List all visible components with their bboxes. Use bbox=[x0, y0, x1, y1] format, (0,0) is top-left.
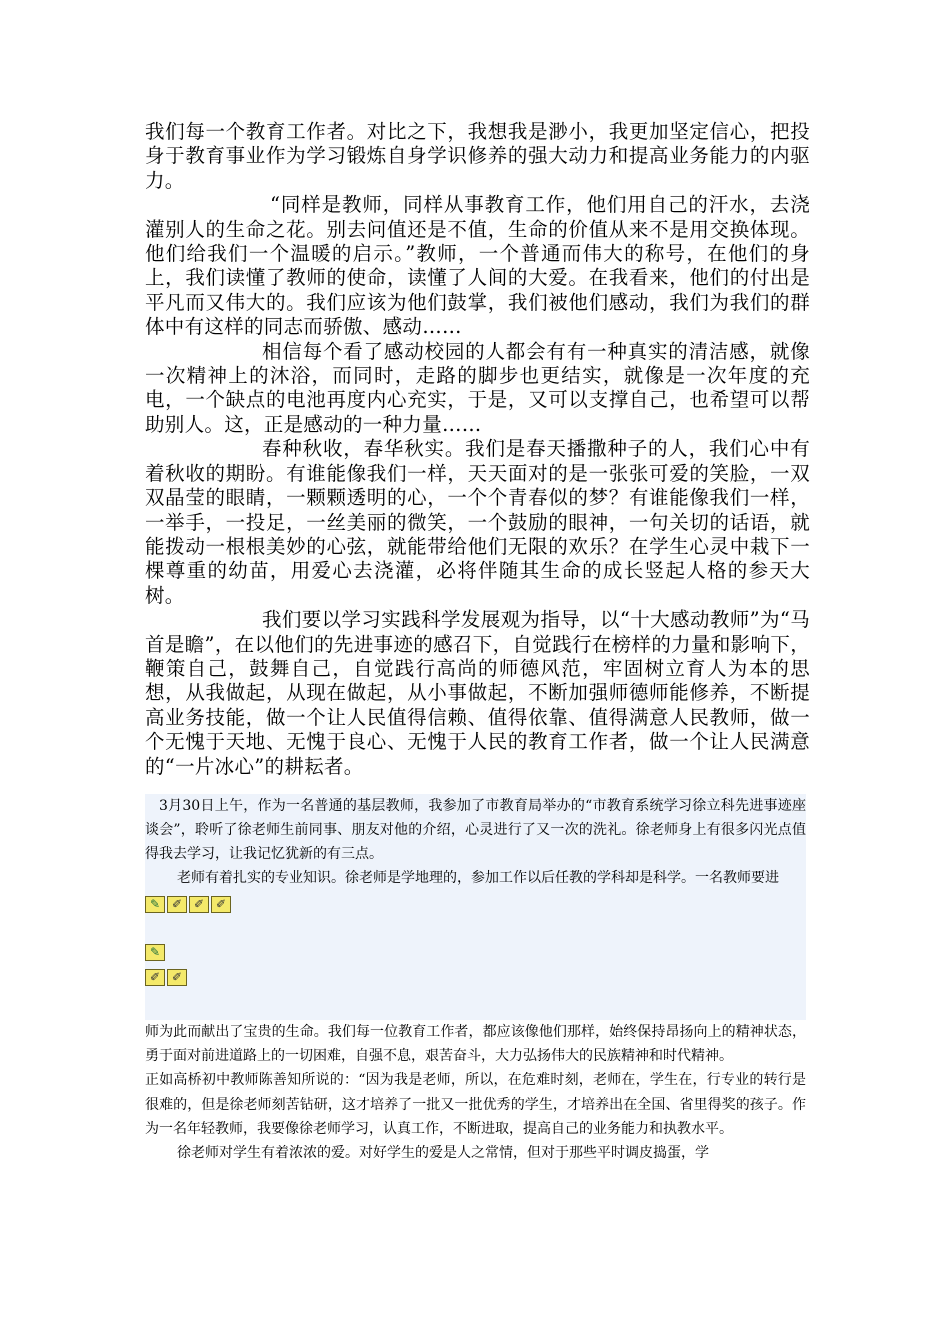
pen-tool-icon[interactable]: ✎ bbox=[145, 944, 165, 961]
icon-toolbar-row bbox=[145, 941, 806, 963]
excerpt-point: 老师有着扎实的专业知识。徐老师是学地理的，参加工作以后任教的学科却是科学。一名教师要进 bbox=[177, 870, 779, 886]
article-paragraph: 相信每个看了感动校园的人都会有有一种真实的清洁感，就像一次精神上的沐浴，而同时，走路的脚步也更结实，就像是一次年度的充电，一个缺点的电池再度内心充实，于是，又可以支撑自己，也希望可以帮助别人。这，正是感动的一种力量…… bbox=[145, 339, 810, 436]
blank-line bbox=[145, 915, 806, 938]
continuation-body bbox=[145, 1020, 806, 1165]
edit-tool-icon[interactable]: ✐ bbox=[167, 896, 187, 913]
article-body bbox=[145, 120, 810, 779]
article-paragraph: 我们每一个教育工作者。对比之下，我想我是渺小，我更加坚定信心，把投身于教育事业作为学习锻炼自身学识修养的强大动力和提高业务能力的内驱力。 bbox=[145, 120, 810, 192]
pen-tool-icon[interactable]: ✎ bbox=[145, 896, 165, 913]
article-paragraph: “同样是教师，同样从事教育工作，他们用自己的汗水，去浇灌别人的生命之花。别去问值还是不值，生命的价值从来不是用交换体现。他们给我们一个温暖的启示。”教师，一个普通而伟大的称号，在他们的身上，我们读懂了教师的使命，读懂了人间的大爱。在我看来，他们的付出是平凡而又伟大的。我们应该为他们鼓掌，我们被他们感动，我们为我们的群体中有这样的同志而骄傲、感动…… bbox=[145, 193, 810, 339]
continuation-paragraph: 师为此而献出了宝贵的生命。我们每一位教育工作者，都应该像他们那样，始终保持昂扬向上的精神状态，勇于面对前进道路上的一切困难，自强不息，艰苦奋斗，大力弘扬伟大的民族精神和时代精神。 bbox=[145, 1024, 806, 1065]
continuation-paragraph: 正如高桥初中教师陈善知所说的：“因为我是老师，所以，在危难时刻，老师在，学生在，行专业的转行是很难的，但是徐老师刻苦钻研，这才培养了一批又一批优秀的学生，才培养出在全国、省里得奖的孩子。作为一名年轻教师，我要像徐老师学习，认真工作，不断进取，提高自己的业务能力和执教水平。 bbox=[145, 1072, 806, 1137]
continuation-paragraph: 徐老师对学生有着浓浓的爱。对好学生的爱是人之常情，但对于那些平时调皮捣蛋，学 bbox=[177, 1145, 709, 1162]
edit-tool-icon[interactable]: ✐ bbox=[145, 969, 165, 986]
excerpt-intro: 3月30日上午，作为一名普通的基层教师，我参加了市教育局举办的“市教育系统学习徐立科先进事迹座谈会”，聆听了徐老师生前同事、朋友对他的介绍，心灵进行了又一次的洗礼。徐老师身上有很多闪光点值得我去学习，让我记忆犹新的有三点。 bbox=[145, 798, 806, 862]
edit-tool-icon[interactable]: ✐ bbox=[189, 896, 209, 913]
edit-tool-icon[interactable]: ✐ bbox=[211, 896, 231, 913]
article-paragraph: 我们要以学习实践科学发展观为指导，以“十大感动教师”为“马首是瞻”，在以他们的先进事迹的感召下，自觉践行在榜样的力量和影响下，鞭策自己，鼓舞自己，自觉践行高尚的师德风范，牢固树立育人为本的思想，从我做起，从现在做起，从小事做起，不断加强师德师能修养，不断提高业务技能，做一个让人民值得信赖、值得依靠、值得满意人民教师，做一个无愧于天地、无愧于良心、无愧于人民的教育工作者，做一个让人民满意的“一片冰心”的耕耘者。 bbox=[145, 608, 810, 778]
edit-tool-icon[interactable]: ✐ bbox=[167, 969, 187, 986]
article-paragraph: 春种秋收，春华秋实。我们是春天播撒种子的人，我们心中有着秋收的期盼。有谁能像我们一样，天天面对的是一张张可爱的笑脸，一双双晶莹的眼睛，一颗颗透明的心，一个个青春似的梦？有谁能像我们一样，一举手，一投足，一丝美丽的微笑，一个鼓励的眼神，一句关切的话语，就能拨动一根根美妙的心弦，就能带给他们无限的欢乐？在学生心灵中栽下一棵尊重的幼苗，用爱心去浇灌，必将伴随其生命的成长竖起人格的参天大树。 bbox=[145, 437, 810, 607]
icon-toolbar-row bbox=[145, 966, 806, 988]
excerpt-block bbox=[145, 794, 806, 1020]
icon-toolbar-row bbox=[145, 893, 806, 915]
